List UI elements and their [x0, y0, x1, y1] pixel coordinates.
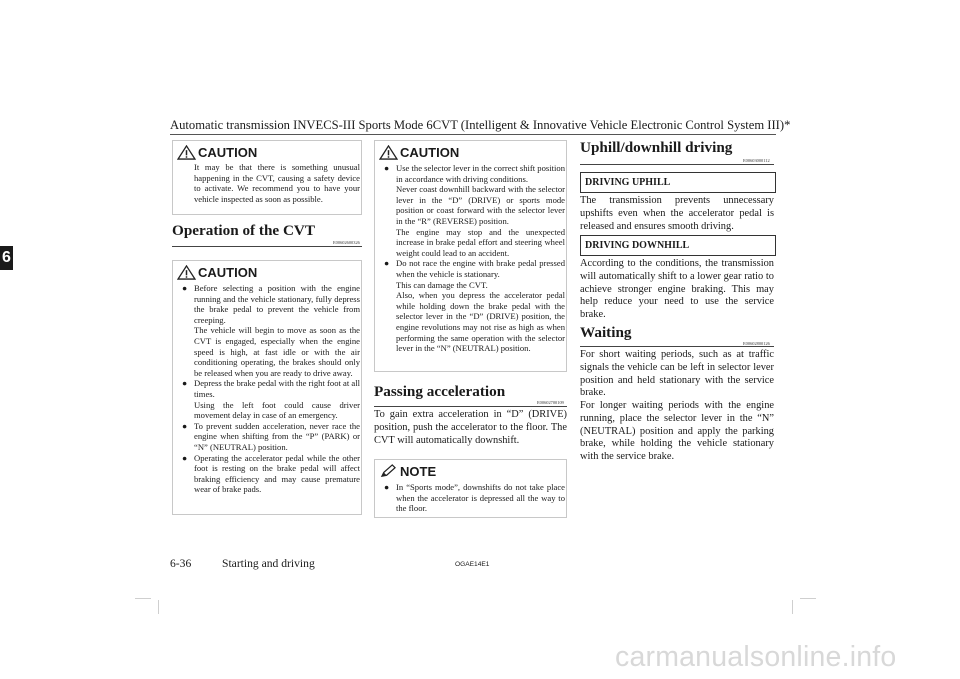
bullet-text: The engine may stop and the unexpected increase in brake pedal effort and steering wheel weight could lead to an accident.	[396, 226, 565, 258]
caution-title: CAUTION	[400, 144, 460, 160]
bullet-text: Operating the accelerator pedal while the other foot is resting on the brake pedal will affect braking efficiency and may cause premature wear of brake pads.	[194, 452, 360, 495]
section-rule-uphill	[580, 164, 774, 165]
subheading-driving-downhill: DRIVING DOWNHILL	[580, 235, 776, 256]
section-title-passing: Passing acceleration	[374, 383, 506, 400]
crop-mark	[800, 598, 816, 599]
section-code-uphill: E00603000112	[743, 158, 770, 163]
bullet-marker: ●	[182, 378, 188, 389]
caution-box-operation	[172, 260, 362, 515]
caution-text: It may be that there is something unusual happening in the CVT, causing a safety device to activate. We recommend you to have your vehicle inspected as soon as possible.	[194, 162, 360, 204]
bullet-item	[382, 482, 565, 514]
chapter-tab: 6	[0, 246, 13, 270]
model-code: OGAE14E1	[455, 561, 490, 568]
section-title-uphill: Uphill/downhill driving	[580, 139, 733, 156]
passing-text: To gain extra acceleration in “D” (DRIVE) position, push the accelerator to the floor. The CVT will automatically downshift.	[374, 409, 567, 446]
section-rule-passing	[374, 406, 567, 407]
crop-mark	[135, 598, 151, 599]
section-title-waiting: Waiting	[580, 324, 632, 341]
bullet-text: In “Sports mode”, downshifts do not take place when the accelerator is depressed all the way to the floor.	[396, 482, 565, 514]
section-code-operation: E00602600326	[333, 240, 360, 245]
caution-title: CAUTION	[198, 144, 258, 160]
bullet-item	[180, 421, 360, 453]
crop-mark	[792, 600, 793, 614]
pencil-note-icon	[379, 464, 398, 479]
warning-triangle-icon	[379, 145, 398, 160]
note-box-sports-mode	[374, 459, 567, 518]
page-number: 6-36	[170, 557, 192, 570]
warning-triangle-icon	[177, 145, 196, 160]
bullet-text: Use the selector lever in the correct shift position in accordance with driving conditions.	[396, 163, 565, 184]
subheading-driving-uphill: DRIVING UPHILL	[580, 172, 776, 193]
bullet-item	[382, 258, 565, 353]
watermark: carmanualsonline.info	[615, 641, 897, 673]
bullet-item	[180, 453, 360, 495]
bullet-text: Do not race the engine with brake pedal pressed when the vehicle is stationary.	[396, 258, 565, 279]
running-header: Automatic transmission INVECS-III Sports Mode 6CVT (Intelligent & Innovative Vehicle Electronic Control System III)*	[170, 118, 791, 132]
bullet-text: Using the left foot could cause driver movement delay in case of an emergency.	[194, 399, 360, 421]
caution-box-selector	[374, 140, 567, 372]
section-code-waiting: E00602800126	[743, 341, 770, 346]
waiting-text-long: For longer waiting periods with the engine running, place the selector lever in the “N” (NEUTRAL) position and apply the parking brake, while holding the vehicle stationary with the service brake.	[580, 400, 774, 463]
bullet-text: Before selecting a position with the engine running and the vehicle stationary, fully depress the brake pedal to prevent the vehicle from creeping.	[194, 283, 360, 325]
bullet-text: This can damage the CVT.	[396, 279, 488, 290]
bullet-marker: ●	[384, 163, 390, 173]
downhill-text: According to the conditions, the transmission will automatically shift to a lower gear ratio to achieve stronger engine braking. This may help reduce your need to use the service brake.	[580, 258, 774, 321]
section-title-operation: Operation of the CVT	[172, 222, 316, 239]
bullet-text: To prevent sudden acceleration, never race the engine when shifting from the “P” (PARK) or “N” (NEUTRAL) position.	[194, 420, 360, 452]
bullet-text: Never coast downhill backward with the selector lever in the “D” (DRIVE) or sports mode position or coast forward with the selector lever in the “R” (REVERSE) position.	[396, 184, 565, 226]
bullet-marker: ●	[182, 283, 188, 293]
crop-mark	[158, 600, 159, 614]
caution-box-cvt-fault	[172, 140, 362, 215]
section-code-passing: E00602700109	[537, 400, 564, 405]
bullet-item	[382, 163, 565, 258]
header-rule	[170, 134, 776, 135]
bullet-text: Depress the brake pedal with the right foot at all times.	[194, 378, 360, 399]
bullet-marker: ●	[384, 482, 390, 492]
caution-title: CAUTION	[198, 264, 258, 280]
section-rule-waiting	[580, 346, 774, 347]
bullet-item	[180, 283, 360, 378]
bullet-item	[180, 378, 360, 420]
warning-triangle-icon	[177, 265, 196, 280]
bullet-text: Also, when you depress the accelerator pedal while holding down the brake pedal with the selector lever in the “D” (DRIVE) position, the engine revolutions may not rise as high as when performing the same operation with the selector lever in the “N” (NEUTRAL) position.	[396, 290, 565, 354]
bullet-marker: ●	[182, 452, 188, 463]
footer-section-name: Starting and driving	[222, 557, 315, 570]
waiting-text-short: For short waiting periods, such as at traffic signals the vehicle can be left in selector lever position and held stationary with the service brake.	[580, 349, 774, 399]
section-rule-operation	[172, 246, 362, 247]
bullet-text: The vehicle will begin to move as soon as the CVT is engaged, especially when the engine speed is high, at fast idle or with the air conditioning operating, the brakes should only be released when you are ready to drive away.	[194, 325, 360, 378]
note-title: NOTE	[400, 463, 437, 479]
bullet-marker: ●	[182, 420, 188, 431]
bullet-marker: ●	[384, 258, 390, 269]
uphill-text: The transmission prevents unnecessary upshifts even when the accelerator pedal is released and ensures smooth driving.	[580, 195, 774, 232]
